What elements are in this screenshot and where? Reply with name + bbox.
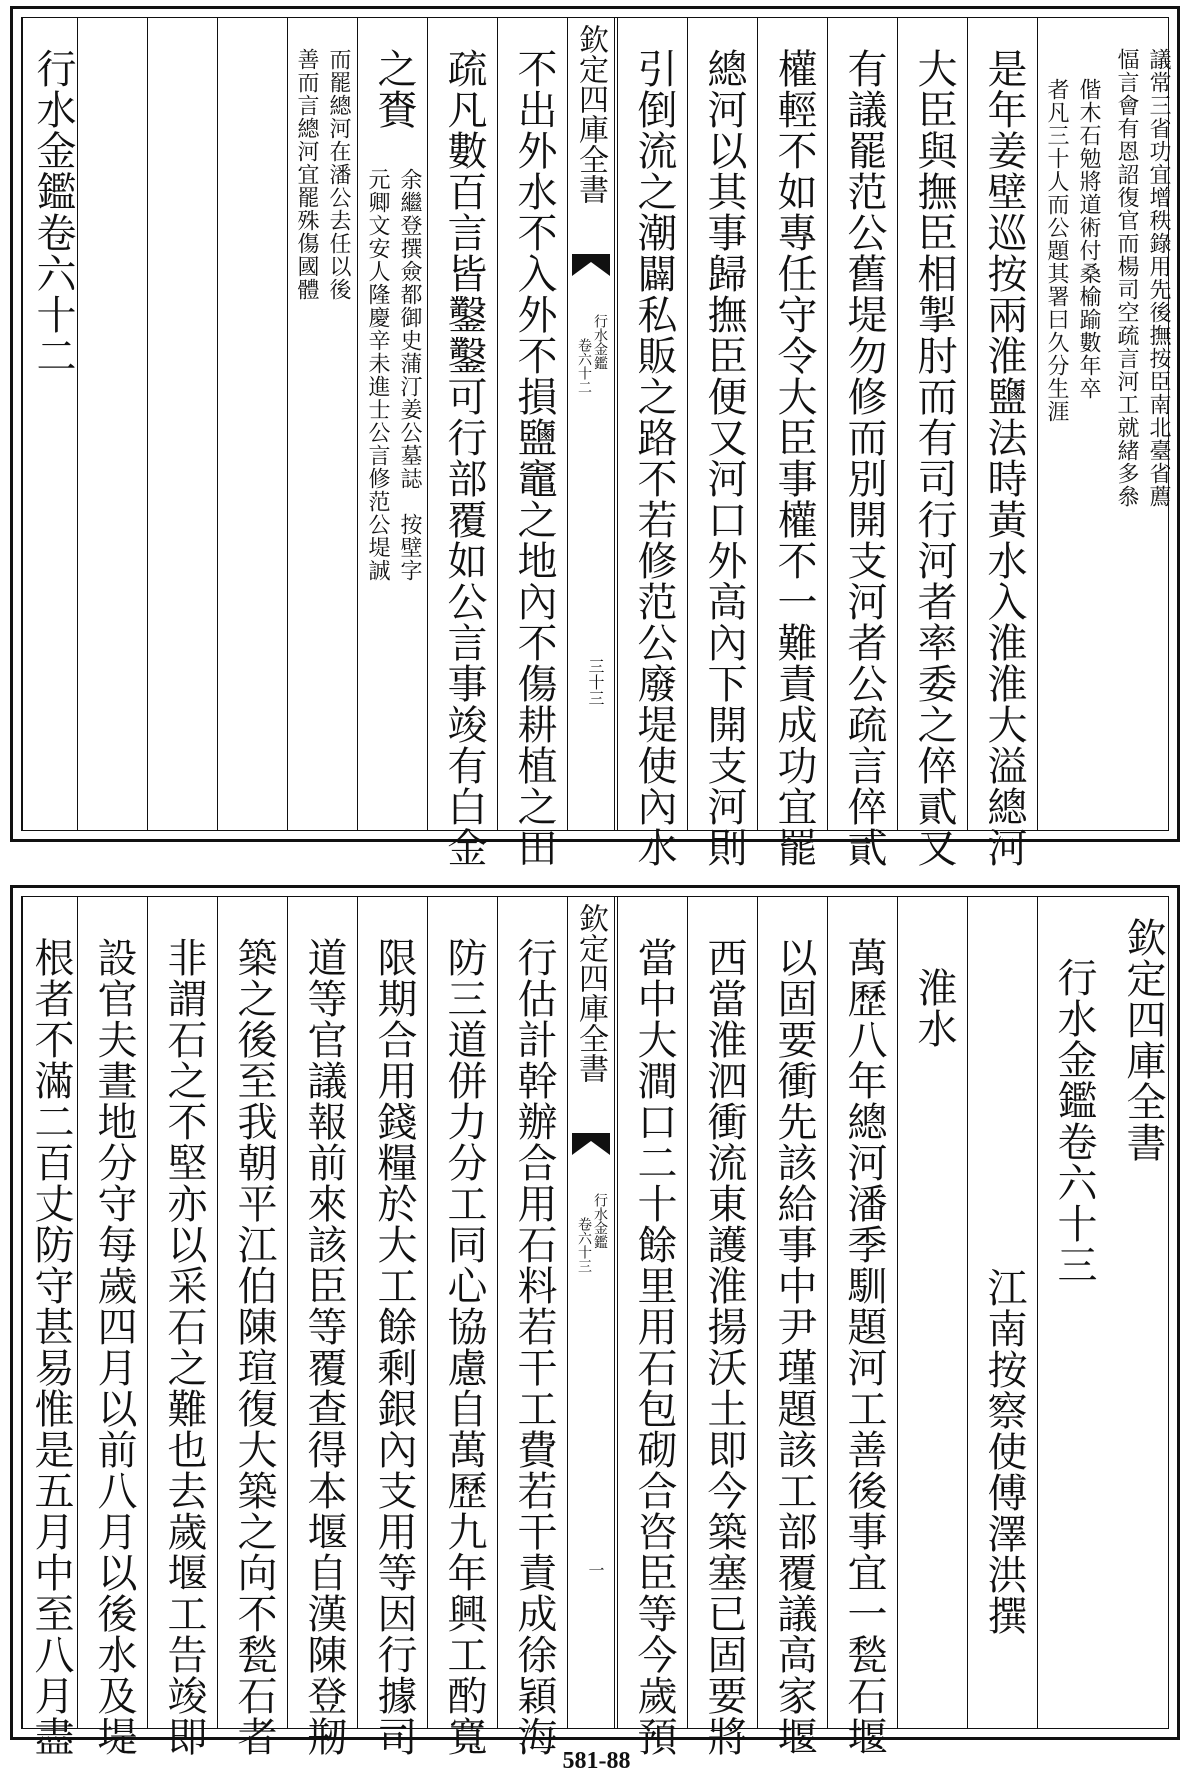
top-col-13 [217, 18, 287, 830]
volume-title: 行水金鑑卷六十三 [1051, 957, 1097, 1285]
folio-number: 三十三 [586, 658, 605, 706]
body-text: 萬歷八年總河潘季馴題河工善後事宜一甃石堰 [841, 937, 887, 1757]
bottom-col-7 [687, 897, 757, 1757]
bottom-col-9 [497, 897, 567, 1757]
body-text: 非謂石之不堅亦以采石之難也去歲堰工告竣即 [161, 937, 207, 1757]
top-col-1 [1107, 18, 1177, 830]
body-text: 有議罷范公舊堤勿修而別開支河者公疏言倅貳 [841, 48, 887, 868]
body-text: 當中大澗口二十餘里用石包砌合咨臣等今歲預 [631, 937, 677, 1757]
bottom-col-16 [22, 897, 77, 1757]
bottom-col-8 [617, 897, 687, 1757]
bottom-col-6 [757, 897, 827, 1757]
top-col-16 [22, 18, 77, 830]
annotation-text: 而罷總河在潘公去任以後 [326, 48, 351, 301]
annotation-text: 偕木石勉將道術付桑榆踰數年卒 [1076, 78, 1101, 400]
body-text: 權輕不如專任守令大臣事權不一難責成功宜罷 [771, 48, 817, 868]
header-volume: 卷六十三 [576, 1217, 592, 1273]
body-text: 限期合用錢糧於大工餘剩銀內支用等因行據司 [371, 937, 417, 1757]
annotation-text: 議常三省功宜增秩錄用先後撫按臣南北臺省薦 [1146, 48, 1171, 508]
bottom-page-frame [21, 896, 1169, 1757]
header-title: 欽定四庫全書 [573, 903, 608, 1083]
body-text: 道等官議報前來該臣等覆查得本堰自漢陳登剏 [301, 937, 347, 1757]
header-title: 欽定四庫全書 [573, 24, 608, 204]
top-col-14 [147, 18, 217, 830]
bottom-running-header [567, 897, 615, 1728]
header-volume: 卷六十二 [576, 338, 592, 394]
body-text: 疏凡數百言皆鑿鑿可行部覆如公言事竣有白金 [441, 48, 487, 868]
body-text: 總河以其事歸撫臣便又河口外高內下開支河則 [701, 48, 747, 868]
bottom-col-12 [287, 897, 357, 1757]
body-text: 是年姜壁巡按兩淮鹽法時黃水入淮淮大溢總河 [981, 48, 1027, 868]
top-col-5 [827, 18, 897, 868]
page-number: 581-88 [562, 1748, 631, 1774]
top-col-11 [357, 18, 427, 830]
top-col-12 [287, 18, 357, 830]
top-col-7 [687, 18, 757, 868]
top-col-3 [967, 18, 1037, 868]
top-col-15 [77, 18, 147, 830]
top-running-header [567, 18, 615, 830]
body-text: 西當淮泗衝流東護淮揚沃土即今築塞已固要將 [701, 937, 747, 1757]
body-text: 以固要衝先該給事中尹瑾題該工部覆議高家堰 [771, 937, 817, 1757]
annotation-text: 者凡三十人而公題其署曰久分生涯 [1044, 78, 1069, 423]
bottom-col-10 [427, 897, 497, 1757]
body-text: 行估計幹辦合用石料若干工費若干責成徐穎海 [511, 937, 557, 1757]
fish-tail-icon [572, 254, 610, 276]
top-col-10 [427, 18, 497, 868]
folio-number: 一 [586, 1562, 605, 1578]
bottom-col-4 [897, 897, 967, 1728]
collection-title: 欽定四庫全書 [1120, 917, 1166, 1163]
bottom-col-2 [1037, 897, 1107, 1728]
bottom-col-1 [1107, 897, 1177, 1728]
body-text: 不出外水不入外不損鹽竈之地內不傷耕植之田 [511, 48, 557, 868]
top-col-2 [1037, 18, 1107, 830]
top-col-8 [617, 18, 687, 868]
annotation-text: 愊言會有恩詔復官而楊司空疏言河工就緒多叅 [1114, 48, 1139, 508]
bottom-col-11 [357, 897, 427, 1757]
body-text: 根者不滿二百丈防守甚易惟是五月中至八月盡 [28, 937, 74, 1757]
bottom-col-3 [967, 897, 1037, 1728]
annotation-text: 善而言總河宜罷殊傷國體 [294, 48, 319, 301]
bottom-col-13 [217, 897, 287, 1757]
bottom-col-14 [147, 897, 217, 1757]
header-book-title: 行水金鑑 [592, 1193, 608, 1249]
compiler-credit: 江南按察使傅澤洪撰 [981, 1267, 1027, 1636]
volume-end-title: 行水金鑑卷六十二 [30, 48, 76, 376]
annotation-text: 元卿文安人隆慶辛未進士公言修范公堤誠 [365, 168, 390, 582]
body-text: 築之後至我朝平江伯陳瑄復大築之向不甃石者 [231, 937, 277, 1757]
bottom-page [10, 885, 1180, 1757]
top-col-9 [497, 18, 567, 868]
body-text: 大臣與撫臣相掣肘而有司行河者率委之倅貳又 [911, 48, 957, 868]
annotation-text: 余繼登撰僉都御史蒲汀姜公墓誌 按壁字 [397, 168, 422, 582]
top-page-frame [21, 17, 1171, 868]
top-col-4 [897, 18, 967, 868]
section-heading: 淮水 [911, 967, 957, 1049]
body-text: 之賚 [371, 48, 417, 130]
bottom-col-5 [827, 897, 897, 1757]
body-text: 設官夫晝地分守每歲四月以前八月以後水及堤 [91, 937, 137, 1757]
body-text: 防三道併力分工同心協慮自萬歷九年興工酌寬 [441, 937, 487, 1757]
top-col-6 [757, 18, 827, 868]
bottom-col-15 [77, 897, 147, 1757]
body-text: 引倒流之潮闢私販之路不若修范公廢堤使內水 [631, 48, 677, 868]
fish-tail-icon [572, 1133, 610, 1155]
header-book-title: 行水金鑑 [592, 314, 608, 370]
top-page [10, 6, 1180, 868]
